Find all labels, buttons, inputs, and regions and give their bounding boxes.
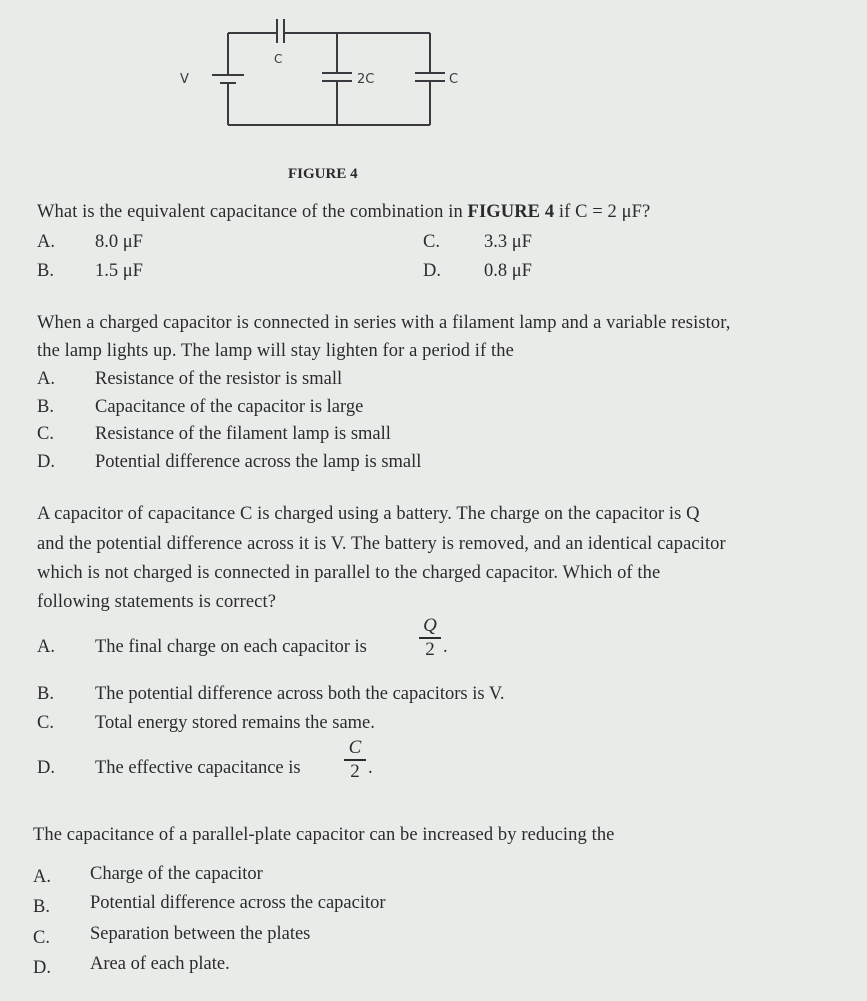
q2-option-b-letter: B. [37,397,54,417]
q2-option-a-letter: A. [37,369,55,389]
q2-option-c-text: Resistance of the filament lamp is small [95,424,391,444]
q3-option-a-tail: . [443,637,448,657]
q4-option-c-text: Separation between the plates [90,924,311,944]
q1-option-d-text: 0.8 μF [484,261,532,281]
q3-option-a-letter: A. [37,637,55,657]
q2-stem-line2: the lamp lights up. The lamp will stay lighten for a period if the [37,341,514,361]
q3-option-d-tail: . [368,758,373,778]
q3-stem-line3: which is not charged is connected in parallel to the charged capacitor. Which of the [37,563,661,583]
label-v: V [180,72,189,87]
q1-option-a-letter: A. [37,232,55,252]
q2-option-d-text: Potential difference across the lamp is small [95,452,422,472]
q3-stem-line1: A capacitor of capacitance C is charged using a battery. The charge on the capacitor is Q [37,504,700,524]
q3-option-d-frac-num: C [348,737,362,758]
q2-option-a-text: Resistance of the resistor is small [95,369,343,389]
q3-option-d-letter: D. [37,758,55,778]
q2-option-d-letter: D. [37,452,55,472]
q4-option-a-letter: A. [33,867,51,887]
q1-option-b-letter: B. [37,261,54,281]
q3-option-d-fraction [343,737,367,783]
q4-option-b-text: Potential difference across the capacitor [90,893,386,913]
label-c-right: C [449,72,459,87]
q3-option-b-text: The potential difference across both the capacitors is V. [95,684,505,704]
q1-stem-post: if C = 2 μF? [558,202,651,222]
q3-option-c-text: Total energy stored remains the same. [95,713,375,733]
q3-option-a-frac-num: Q [423,615,437,636]
q1-option-c-letter: C. [423,232,440,252]
q4-stem: The capacitance of a parallel-plate capacitor can be increased by reducing the [33,825,615,845]
q1-option-b-text: 1.5 μF [95,261,143,281]
q3-option-c-letter: C. [37,713,54,733]
q4-option-c-letter: C. [33,928,50,948]
q2-option-c-letter: C. [37,424,54,444]
q3-stem-line4: following statements is correct? [37,592,277,612]
q3-option-d-text: The effective capacitance is [95,758,301,778]
q1-stem [37,202,650,223]
q3-option-a-text: The final charge on each capacitor is [95,637,367,657]
q1-stem-pre: What is the equivalent capacitance of the combination in [37,202,463,222]
q3-stem-line2: and the potential difference across it is V. The battery is removed, and an identical capacitor [37,534,726,554]
q4-option-b-letter: B. [33,897,50,917]
q1-option-d-letter: D. [423,261,441,281]
figure-caption: FIGURE 4 [288,166,358,182]
q2-stem-line1: When a charged capacitor is connected in series with a filament lamp and a variable resistor, [37,313,731,333]
label-2c: 2C [357,72,375,87]
q2-option-b-text: Capacitance of the capacitor is large [95,397,364,417]
q1-option-c-text: 3.3 μF [484,232,532,252]
q3-option-b-letter: B. [37,684,54,704]
q3-option-d-frac-den: 2 [350,760,360,782]
q3-option-a-fraction [418,615,442,661]
q1-option-a-text: 8.0 μF [95,232,143,252]
q3-option-a-frac-den: 2 [425,638,435,660]
label-c-top: C [274,52,283,66]
circuit-diagram [160,5,480,130]
q4-option-a-text: Charge of the capacitor [90,864,263,884]
q1-stem-ref: FIGURE 4 [467,202,555,222]
q4-option-d-letter: D. [33,958,51,978]
q4-option-d-text: Area of each plate. [90,954,230,974]
